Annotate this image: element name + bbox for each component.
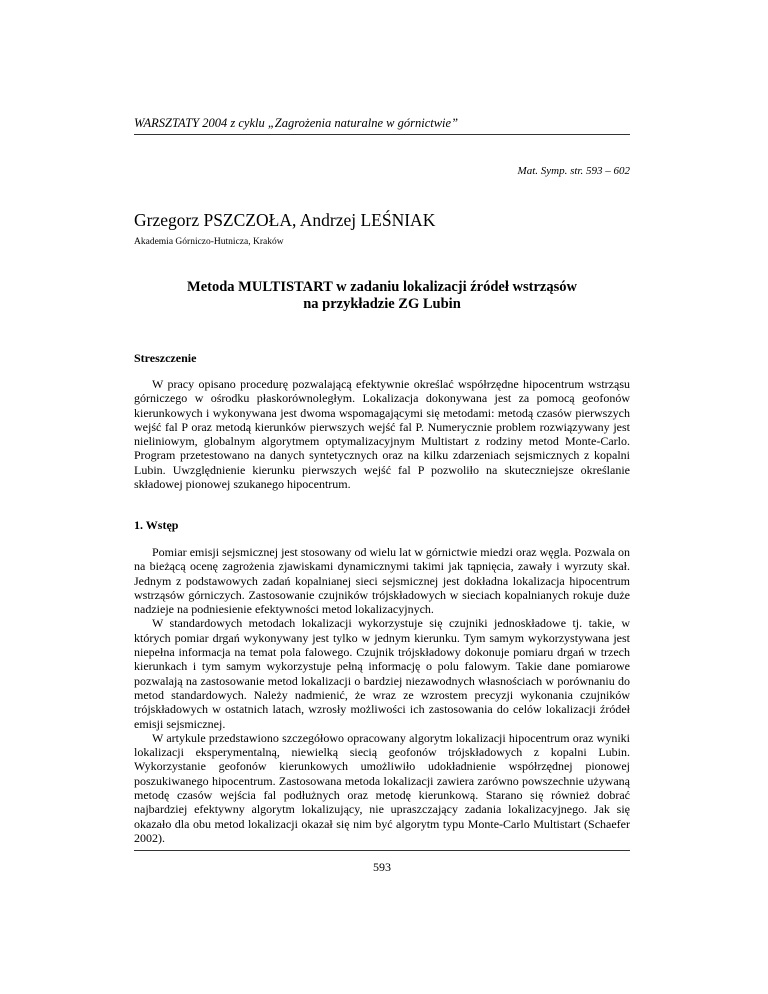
abstract-heading: Streszczenie — [134, 351, 197, 365]
title-line-2: na przykładzie ZG Lubin — [303, 296, 461, 312]
paragraph: W artykule przedstawiono szczegółowo opracowany algorytm lokalizacji hipocentrum oraz wyniki lokalizacji eksperymentalną, niewielką siecią geofonów trójskładowych z kopalni Lubin. Wykorzystanie geofonów kierunkowych umożliwiło udokładnienie współrzędnej pionowej poszukiwanego hipocentrum. Zastosowana metoda lokalizacji zawiera zarówno powszechnie używaną metodę czasów wejścia fal podłużnych oraz metodę kierunkową. Starano się również dobrać najbardziej efektywny algorytm lokalizujący, nie upraszczający zadania lokalizacyjnego. Jak się okazało dla obu metod lokalizacji okazał się nim być algorytm typu Monte-Carlo Multistart (Schaefer 2002). — [134, 730, 630, 845]
abstract-body — [134, 377, 630, 491]
paragraph: W standardowych metodach lokalizacji wykorzystuje się czujniki jednoskładowe tj. takie, w których pomiar drgań wykonywany jest tylko w jednym kierunku. Tym samym wykorzystywana jest niepełna informacja na temat pola falowego. Czujnik trójskładowy dokonuje pomiaru drgań w trzech kierunkach i tym samym wykorzystuje pełną informację o polu falowym. Takie dane pomiarowe pozwalają na zastosowanie metod lokalizacji o bardziej niezawodnych własnościach w porównaniu do metod standardowych. Należy nadmienić, że wraz ze wzrostem precyzji wykonania czujników trójskładowych w ostatnich latach, wzrosły możliwości ich zastosowania do celów lokalizacji źródeł emisji sejsmicznej. — [134, 616, 630, 731]
section-heading: 1. Wstęp — [134, 518, 179, 532]
paper-title — [134, 279, 630, 313]
running-header: WARSZTATY 2004 z cyklu „Zagrożenia naturalne w górnictwie” — [134, 116, 459, 130]
footer-rule — [134, 850, 630, 851]
abstract-paragraph: W pracy opisano procedurę pozwalającą efektywnie określać współrzędne hipocentrum wstrząsu górniczego w ośrodku płaskorównoległym. Lokalizacja dokonywana jest za pomocą geofonów kierunkowych i wykonywana jest dwoma wspomagającymi się metodami: metodą czasów pierwszych wejść fal P oraz metodą kierunków pierwszych wejść fal P. Numerycznie problem rozwiązywany jest nieliniowym, globalnym algorytmem optymalizacyjnym Multistart z rodziny metod Monte-Carlo. Program przetestowano na danych syntetycznych oraz na kilku zdarzeniach sejsmicznych z kopalni Lubin. Uwzględnienie kierunku pierwszych wejść fal P pozwoliło na skuteczniejsze określanie składowej pionowej szukanego hipocentrum. — [134, 377, 630, 492]
title-line-1: Metoda MULTISTART w zadaniu lokalizacji źródeł wstrząsów — [187, 279, 577, 295]
page-reference: Mat. Symp. str. 593 – 602 — [517, 165, 630, 177]
section-body — [134, 545, 630, 845]
paragraph: Pomiar emisji sejsmicznej jest stosowany od wielu lat w górnictwie miedzi oraz węgla. Pozwala on na bieżącą ocenę zagrożenia zjawiskami dynamicznymi takimi jak tąpnięcia, zawały i wyrzuty skał. Jednym z podstawowych zadań kopalnianej sieci sejsmicznej jest dokładna lokalizacja hipocentrum wstrząsów górniczych. Zastosowanie czujników trójskładowych w sieciach kopalnianych rokuje duże nadzieje na podniesienie efektywności metod lokalizacyjnych. — [134, 545, 630, 617]
page-number: 593 — [373, 860, 391, 874]
authors: Grzegorz PSZCZOŁA, Andrzej LEŚNIAK — [134, 210, 436, 230]
header-rule — [134, 134, 630, 135]
affiliation: Akademia Górniczo-Hutnicza, Kraków — [134, 237, 284, 247]
